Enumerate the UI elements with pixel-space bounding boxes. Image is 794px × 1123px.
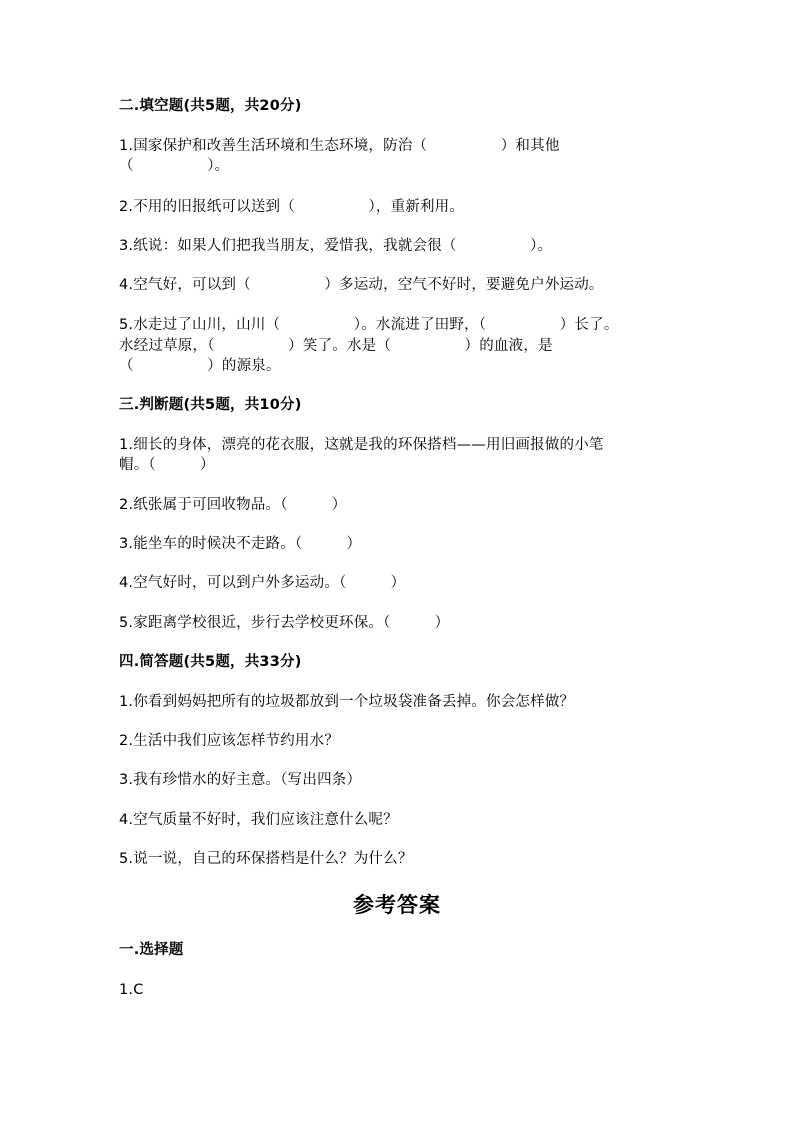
short-question-3: 3.我有珍惜水的好主意。（写出四条） [119,772,362,788]
section-2-heading: 二.填空题(共5题，共20分) [119,98,302,114]
judge-question-1-line-1: 1.细长的身体，漂亮的花衣服，这就是我的环保搭档——用旧画报做的小笔 [119,437,604,453]
fill-question-5-line-2: 水经过草原，（ ）笑了。水是（ ）的血液，是 [119,338,553,354]
fill-question-4: 4.空气好，可以到（ ）多运动，空气不好时，要避免户外运动。 [119,277,604,293]
judge-question-3: 3.能坐车的时候决不走路。（ ） [119,536,362,552]
fill-question-5-line-1: 5.水走过了山川，山川（ ）。水流进了田野，（ ）长了。 [119,317,619,333]
fill-question-5-line-3: （ ）的源泉。 [119,358,281,374]
answers-title: 参考答案 [353,893,441,917]
short-question-2: 2.生活中我们应该怎样节约用水？ [119,733,340,749]
section-3-heading: 三.判断题(共5题，共10分) [119,397,302,413]
answer-1: 1.C [119,982,144,998]
judge-question-5: 5.家距离学校很近，步行去学校更环保。（ ） [119,615,450,631]
fill-question-1-line-2: （ ）。 [119,158,230,174]
fill-question-2: 2.不用的旧报纸可以送到（ ），重新利用。 [119,199,465,215]
short-question-4: 4.空气质量不好时，我们应该注意什么呢？ [119,812,398,828]
answers-section-1-heading: 一.选择题 [119,942,184,958]
judge-question-4: 4.空气好时，可以到户外多运动。（ ） [119,575,406,591]
section-4-heading: 四.简答题(共5题，共33分) [119,654,302,670]
short-question-5: 5.说一说，自己的环保搭档是什么？为什么？ [119,851,413,867]
fill-question-1-line-1: 1.国家保护和改善生活环境和生态环境，防治（ ）和其他 [119,138,560,154]
fill-question-3: 3.纸说：如果人们把我当朋友，爱惜我，我就会很（ ）。 [119,238,553,254]
short-question-1: 1.你看到妈妈把所有的垃圾都放到一个垃圾袋准备丢掉。你会怎样做？ [119,694,575,710]
judge-question-2: 2.纸张属于可回收物品。（ ） [119,497,347,513]
judge-question-1-line-2: 帽。（ ） [119,457,215,473]
